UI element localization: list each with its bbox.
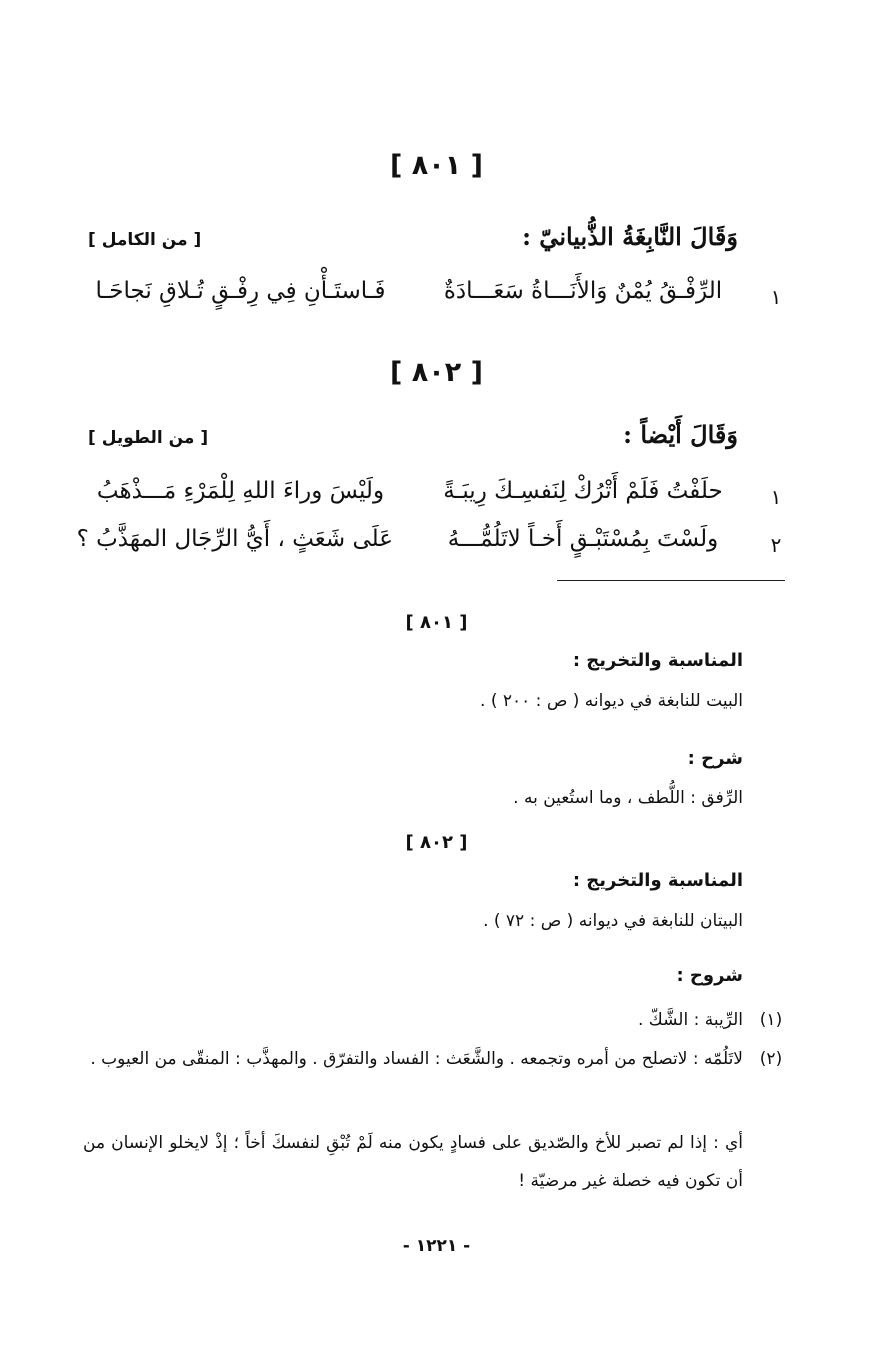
note-line: الرِّفق : اللُّطف ، وما استُعين به . [513,788,743,808]
verse-sadr: حلَفْتُ فَلَمْ أَتْرُكْ لِنَفسِـكَ رِيبَـةً [443,478,723,504]
verse-number: ١ [770,485,782,509]
note-item-index: (٢) [759,1049,783,1069]
note-heading: المناسبة والتخريج : [572,650,743,671]
verse-ajz: ولَيْسَ وراءَ اللهِ لِلْمَرْءِ مَـــذْهَبُ [96,478,385,504]
note-number: [ ٨٠١ ] [405,612,468,633]
poem-meter: [ من الكامل ] [88,230,202,250]
note-item-text: الرِّيبة : الشَّكّ . [638,1010,743,1030]
note-number: [ ٨٠٢ ] [405,832,468,853]
poem-number: [ ٨٠١ ] [390,150,483,181]
poem-intro: وَقَالَ النَّابِغَةُ الذُّبيانيّ : [522,222,738,251]
page-number: - ١٢٢١ - [402,1236,471,1256]
footnote-separator [557,580,785,581]
note-item-text: لاتَلُمّه : لاتصلح من أمره وتجمعه . والشَّعَث : الفساد والتفرّق . والمهذَّب : المنقّى من العيوب . [90,1049,743,1069]
note-item-index: (١) [759,1010,783,1030]
verse-number: ٢ [770,533,782,557]
poem-meter: [ من الطويل ] [88,428,209,448]
verse-number: ١ [770,285,782,309]
verse-ajz: عَلَى شَعَثٍ ، أَيُّ الرِّجَال المهَذَّبُ ؟ [76,526,393,552]
note-heading: شروح : [676,965,743,986]
poem-intro: وَقَالَ أَيْضاً : [623,420,738,449]
note-line: البيتان للنابغة في ديوانه ( ص : ٧٢ ) . [483,911,743,931]
verse-sadr: الرِّفْـقُ يُمْنٌ وَالأَنَـــاةُ سَعَـــادَةٌ [443,278,723,304]
note-paragraph: أي : إذا لم تصبر للأخ والصّديق على فسادٍ يكون منه لَمْ تُبْقِ لنفسكَ أخاً ؛ إذْ لايخلو الإنسان من أن تكون فيه خصلة غير مرضيّة ! [83,1133,743,1191]
note-line: البيت للنابغة في ديوانه ( ص : ٢٠٠ ) . [480,691,743,711]
verse-sadr: ولَسْتَ بِمُسْتَبْـقٍ أَخـاً لاتَلُمُّـــهُ [447,526,719,552]
note-heading: شرح : [687,748,743,769]
verse-ajz: فَـاستَـأْنِ فِي رِفْـقٍ تُـلاقِ نَجاحَـا [95,278,386,304]
poem-number: [ ٨٠٢ ] [390,357,483,388]
note-heading: المناسبة والتخريج : [572,870,743,891]
